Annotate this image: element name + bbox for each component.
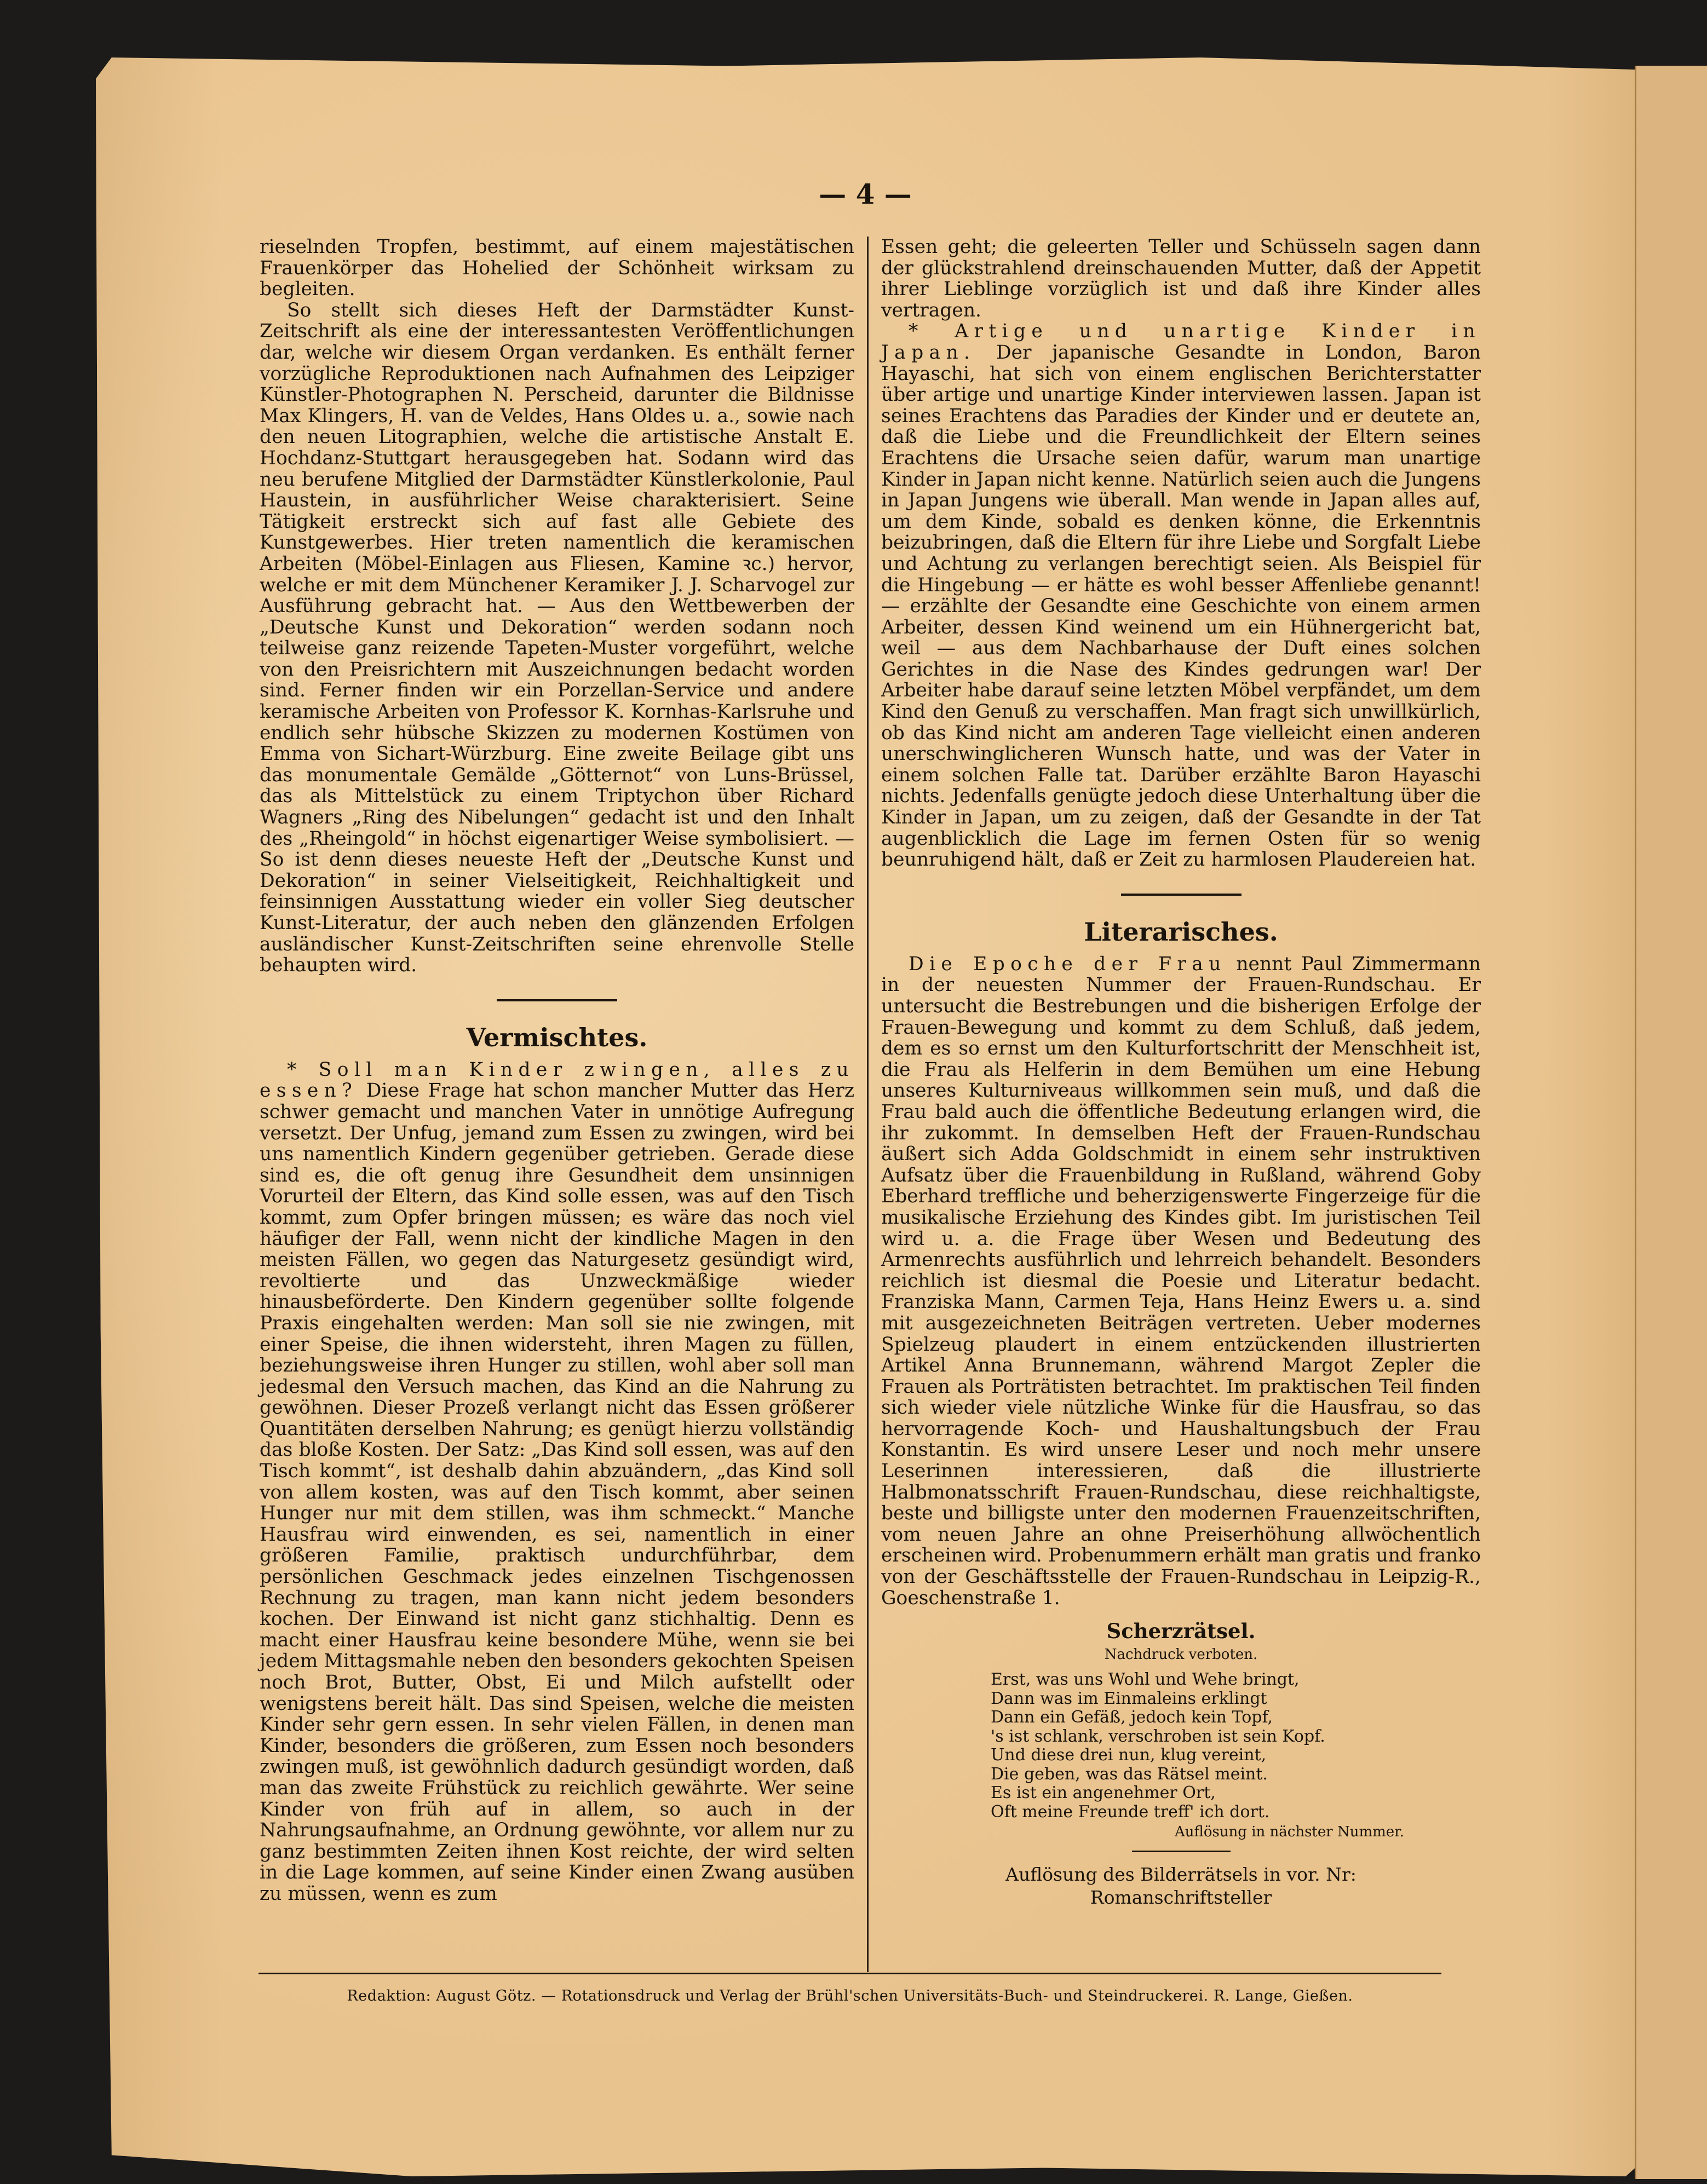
riddle-line: Erst, was uns Wohl und Wehe bringt, — [991, 1670, 1300, 1690]
puzzle-solution-text: Romanschriftsteller — [1090, 1887, 1272, 1908]
section-divider — [1121, 894, 1242, 896]
riddle-line: Dann was im Einmaleins erklingt — [991, 1689, 1267, 1708]
footer-rule — [258, 1973, 1441, 1974]
news-item-lead: * Soll man Kinder zwingen, alles zu essen? — [260, 1058, 854, 1102]
riddle-line: 's ist schlank, verschroben ist sein Kopf. — [991, 1726, 1325, 1746]
riddle-divider — [1132, 1851, 1231, 1852]
news-item — [881, 321, 1481, 870]
continued-text: Essen geht; die geleerten Teller und Schüsseln sagen dann der glückstrahlend dreinschauenden Mutter, daß der Appetit ihrer Lieblinge vorzüglich ist und daß ihre Kinder alles vertragen. — [881, 236, 1481, 321]
left-column — [260, 237, 854, 1905]
riddle-line: Dann ein Gefäß, jedoch kein Topf, — [991, 1708, 1273, 1727]
column-rule — [867, 237, 869, 1972]
riddle-line: Es ist ein angenehmer Ort, — [991, 1783, 1216, 1803]
news-item-text: Diese Frage hat schon mancher Mutter das Herz schwer gemacht und manchen Vater in unnötige Aufregung versetzt. Der Unfug, jemand zum Essen zu zwingen, wird bei uns namentlich Kindern gegenüber getrieben. Gerade diese sind es, die oft genug ihre Gesundheit dem unsinnigen Vorurteil der Eltern, das Kind solle essen, was auf den Tisch kommt, zum Opfer bringen müssen; es wäre das noch viel häufiger der Fall, wenn nicht der kindliche Magen in den meisten Fällen, wo gegen das Naturgesetz gesündigt wird, revoltierte und das Unzweckmäßige wieder hinausbeförderte. Den Kindern gegenüber sollte folgende Praxis eingehalten werden: Man soll sie nie zwingen, mit einer Speise, die ihnen widersteht, ihren Magen zu füllen, beziehungsweise ihren Hunger zu stillen, wohl aber soll man jedesmal den Versuch machen, das Kind an die Nahrung zu gewöhnen. Dieser Prozeß verlangt nicht das Essen größerer Quantitäten derselben Nahrung; es genügt hierzu vollständig das bloße Kosten. Der Satz: „Das Kind soll essen, was auf den Tisch kommt“, ist deshalb dahin abzuändern, „das Kind soll von allem kosten, was auf den Tisch kommt, aber seinen Hunger nur mit dem stillen, was ihm schmeckt.“ Manche Hausfrau wird einwenden, es sei, namentlich in einer größeren Familie, praktisch undurchführbar, dem persönlichen Geschmack jedes einzelnen Tischgenossen Rechnung zu tragen, man kann nicht jedem besonders kochen. Der Einwand ist nicht ganz stichhaltig. Denn es macht einer Hausfrau keine besondere Mühe, wenn sie bei jedem Mittagsmahle neben den besonders gekochten Speisen noch Brot, Butter, Obst, Ei und Milch aufstellt oder wenigstens bereit hält. Das sind Speisen, welche die meisten Kinder sehr gern essen. In sehr vielen Fällen, in denen man Kinder, besonders die größeren, zum Essen noch besonders zwingen muß, ist gewöhnlich dadurch gesündigt worden, daß man das zweite Frühstück zu reichlich gewährte. Wer seine Kinder von früh auf in allem, so auch in der Nahrungsaufnahme, an Ordnung gewöhnte, vor allem nur zu ganz bestimmten Zeiten ihnen Kost reichte, der wird selten in die Lage kommen, auf seine Kinder einen Zwang ausüben zu müssen, wenn es zum — [260, 1080, 855, 1905]
riddle-poem — [991, 1670, 1481, 1822]
puzzle-solution-label: Auflösung des Bilderrätsels in vor. Nr: — [1005, 1864, 1357, 1885]
riddle-solution-note: Auflösung in nächster Nummer. — [1174, 1824, 1404, 1841]
section-divider — [497, 999, 617, 1001]
riddle-title: Scherzrätsel. — [1106, 1619, 1256, 1644]
right-column — [881, 237, 1481, 1909]
footer-imprint: Redaktion: August Götz. — Rotationsdruck und Verlag der Brühl'schen Universitäts-Buch- und Steindruckerei. R. Lange, Gießen. — [347, 1987, 1353, 2004]
riddle-line: Die geben, was das Rätsel meint. — [991, 1764, 1268, 1784]
page-number: — 4 — — [819, 178, 912, 210]
section-heading-vermischtes: Vermischtes. — [466, 1022, 648, 1052]
adjacent-page-edge — [1635, 66, 1707, 2179]
news-item-text: Der japanische Gesandte in London, Baron Hayaschi, hat sich von einem englischen Berichterstatter über artige und unartige Kinder interviewen lassen. Japan ist seines Erachtens das Paradies der Kinder und er deutete an, daß die Liebe und die Freundlichkeit der Eltern seines Erachtens die Ursache seien dafür, warum man unartige Kinder in Japan nicht kenne. Natürlich seien auch die Jungens in Japan Jungens wie überall. Man wende in Japan alles auf, um dem Kinde, sobald es denken könne, die Erkenntnis beizubringen, daß die Eltern für ihre Liebe und Sorgfalt Liebe und Achtung zu verlangen berechtigt seien. Als Beispiel für die Hingebung — er hätte es wohl besser Affenliebe genannt! — erzählte der Gesandte eine Geschichte von einem armen Arbeiter, dessen Kind weinend um ein Hühnergericht bat, weil — aus dem Nachbarhause der Duft eines solchen Gerichtes in die Nase des Kindes gedrungen war! Der Arbeiter habe darauf seine letzten Möbel verpfändet, um dem Kind den Genuß zu verschaffen. Man fragt sich unwillkürlich, ob das Kind nicht am anderen Tage vielleicht einen anderen unerschwinglicheren Wunsch hatte, und was der Vater in einem solchen Falle tat. Darüber erzählte Baron Hayaschi nichts. Jedenfalls genügte jedoch diese Unterhaltung über die Kinder in Japan, um zu zeigen, daß der Gesandte in der Tat augenblicklich die Lage im fernen Osten für so wenig beunruhigend hält, daß er Zeit zu harmlosen Plaudereien hat. — [881, 341, 1481, 871]
literature-item — [881, 954, 1481, 1609]
article-paragraph: So stellt sich dieses Heft der Darmstädter Kunst-Zeitschrift als eine der interessantesten Veröffentlichungen dar, welche wir diesem Organ verdanken. Es enthält ferner vorzügliche Reproduktionen nach Aufnahmen des Leipziger Künstler-Photographen N. Perscheid, darunter die Bildnisse Max Klingers, H. van de Veldes, Hans Oldes u. a., sowie nach den neuen Litographien, welche die artistische Anstalt E. Hochdanz-Stuttgart herausgegeben hat. Sodann wird das neu berufene Mitglied der Darmstädter Künstlerkolonie, Paul Haustein, in ausführlicher Weise charakterisiert. Seine Tätigkeit erstreckt sich auf fast alle Gebiete des Kunstgewerbes. Hier treten namentlich die keramischen Arbeiten (Möbel-Einlagen aus Fliesen, Kamine ꝛc.) hervor, welche er mit dem Münchener Keramiker J. J. Scharvogel zur Ausführung gebracht hat. — Aus den Wettbewerben der „Deutsche Kunst und Dekoration“ werden sodann noch teilweise ganz reizende Tapeten-Muster vorgeführt, welche von den Preisrichtern mit Auszeichnungen bedacht worden sind. Ferner finden wir ein Porzellan-Service und andere keramische Arbeiten von Professor K. Kornhas-Karlsruhe und endlich sehr hübsche Skizzen zu modernen Kostümen von Emma von Sichart-Würzburg. Eine zweite Beilage gibt uns das monumentale Gemälde „Götternot“ von Luns-Brüssel, das als Mittelstück zu einem Triptychon über Richard Wagners „Ring des Nibelungen“ gedacht ist und den Inhalt des „Rheingold“ in höchst eigenartiger Weise symbolisiert. — So ist denn dieses neueste Heft der „Deutsche Kunst und Dekoration“ in seiner Vielseitigkeit, Reichhaltigkeit und feinsinnigen Ausstattung wieder ein voller Sieg deutscher Kunst-Literatur, der auch neben den glänzenden Erfolgen ausländischer Kunst-Zeitschriften seine ehrenvolle Stelle behaupten wird. — [260, 299, 854, 977]
news-item — [260, 1059, 854, 1905]
riddle-line: Oft meine Freunde treff' ich dort. — [991, 1802, 1270, 1822]
news-item-lead: * Artige und unartige Kinder in Japan. — [881, 320, 1481, 364]
section-heading-literarisches: Literarisches. — [1084, 917, 1278, 947]
riddle-note: Nachdruck verboten. — [1104, 1646, 1258, 1663]
riddle-line: Und diese drei nun, klug vereint, — [991, 1745, 1267, 1765]
literature-item-text: nennt Paul Zimmermann in der neuesten Nummer der Frauen-Rundschau. Er untersucht die Bestrebungen und die bisherigen Erfolge der Frauen-Bewegung und kommt zu dem Schluß, daß jedem, dem es so ernst um den Kulturfortschritt der Menschheit ist, die Frau als Helferin in dem Bemühen um eine Hebung unseres Kulturniveaus willkommen sein muß, und daß die Frau bald auch die öffentliche Bedeutung erlangen wird, die ihr zukommt. In demselben Heft der Frauen-Rundschau äußert sich Adda Goldschmidt in einem sehr instruktiven Aufsatz über die Frauenbildung in Rußland, während Goby Eberhard treffliche und beherzigenswerte Fingerzeige für die musikalische Erziehung des Kindes gibt. Im juristischen Teil wird u. a. die Frage über Wesen und Bedeutung des Armenrechts ausführlich und lehrreich behandelt. Besonders reichlich ist diesmal die Poesie und Literatur bedacht. Franziska Mann, Carmen Teja, Hans Heinz Ewers u. a. sind mit ausgezeichneten Beiträgen vertreten. Ueber modernes Spielzeug plaudert in einem entzückenden illustrierten Artikel Anna Brunnemann, während Margot Zepler die Frauen als Porträtisten betrachtet. Im praktischen Teil finden sich wieder viele nützliche Winke für die Hausfrau, so das hervorragende Koch- und Haushaltungsbuch der Frau Konstantin. Es wird unsere Leser und noch mehr unsere Leserinnen interessieren, daß die illustrierte Halbmonatsschrift Frauen-Rundschau, diese reichhaltigste, beste und billigste unter den modernen Frauenzeitschriften, vom neuen Jahre an ohne Preiserhöhung allwöchentlich erscheinen wird. Probenummern erhält man gratis und franko von der Geschäftsstelle der Frauen-Rundschau in Leipzig-R., Goeschenstraße 1. — [881, 953, 1481, 1609]
article-paragraph: rieselnden Tropfen, bestimmt, auf einem majestätischen Frauenkörper das Hohelied der Schönheit wirksam zu begleiten. — [260, 236, 854, 301]
literature-item-lead: Die Epoche der Frau — [909, 953, 1227, 975]
